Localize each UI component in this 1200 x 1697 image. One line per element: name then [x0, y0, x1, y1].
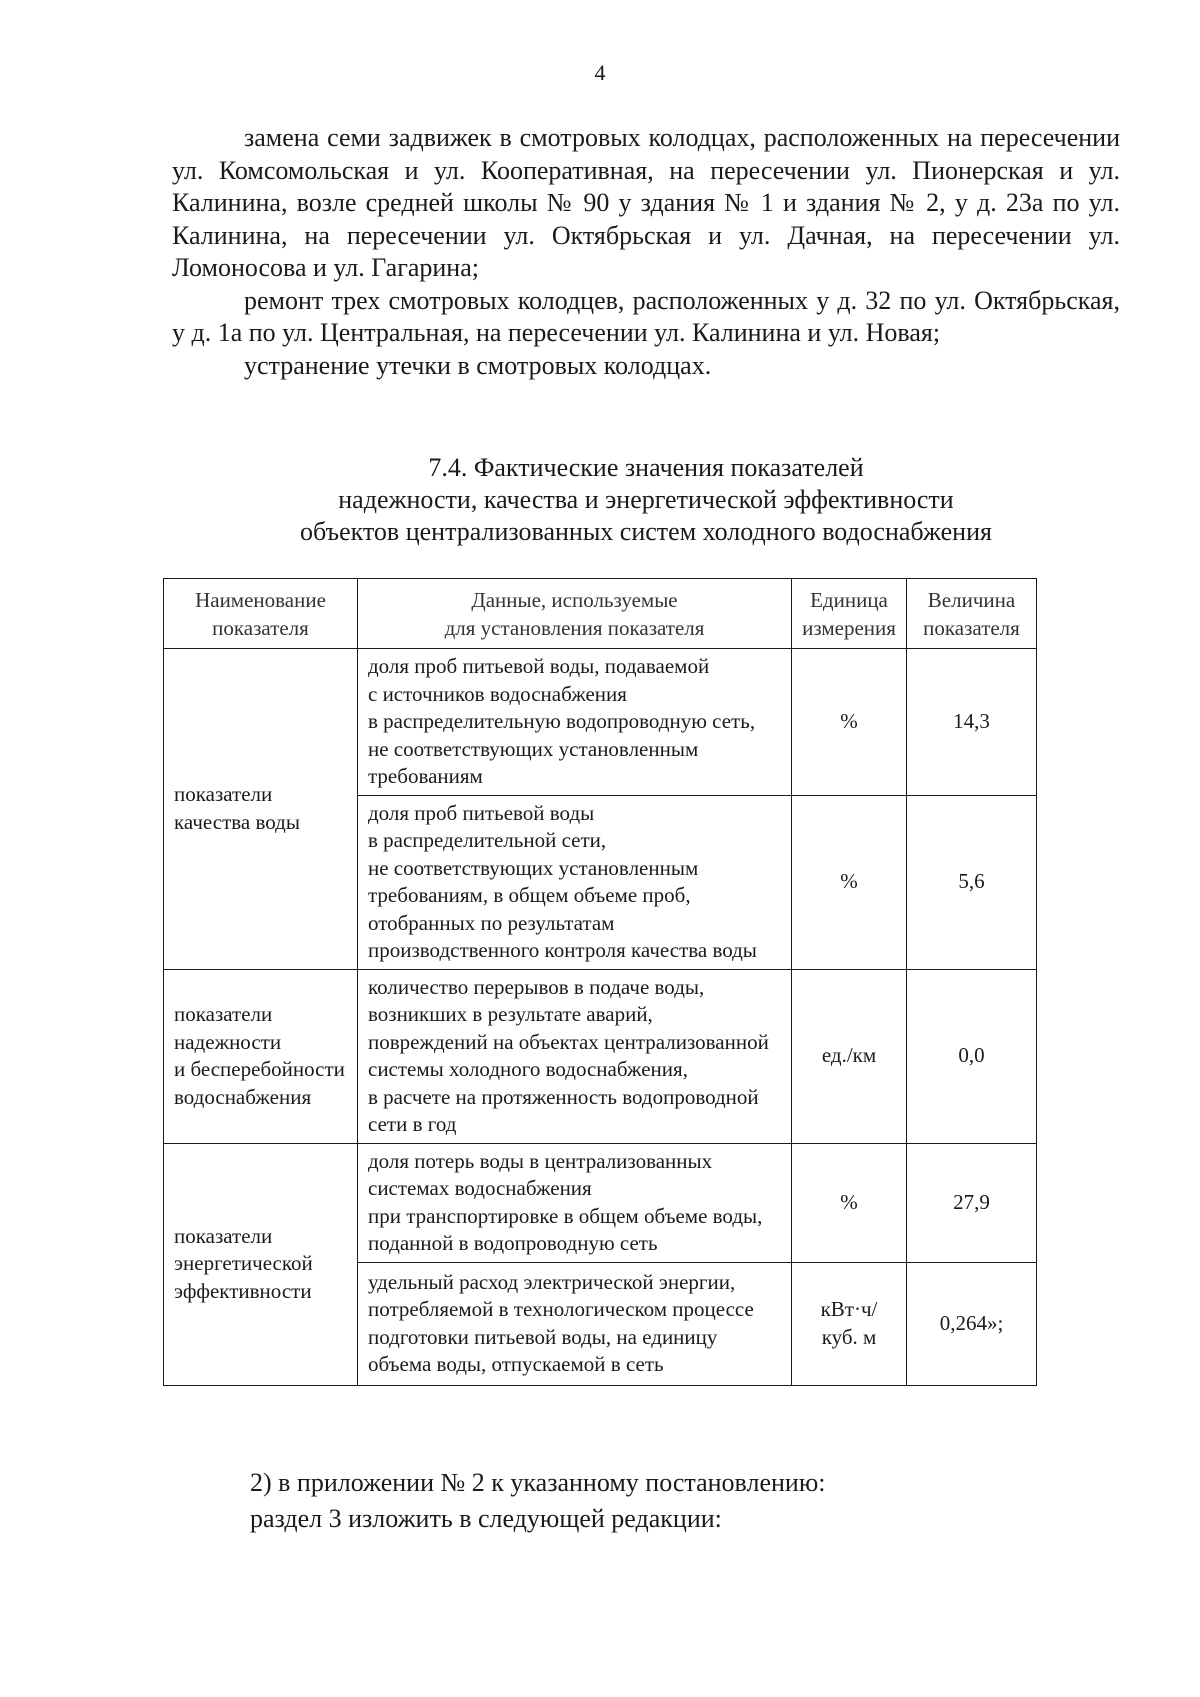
section-title-line: надежности, качества и энергетической эффективности: [338, 485, 954, 514]
section-title-line: объектов централизованных систем холодного водоснабжения: [300, 517, 992, 546]
paragraph-leak-fix: устранение утечки в смотровых колодцах.: [244, 350, 712, 380]
header-data: Данные, используемые для установления показателя: [358, 579, 792, 649]
header-unit: Единица измерения: [792, 579, 907, 649]
category-cell: показатели качества воды: [164, 649, 358, 970]
category-cell: показатели надежности и бесперебойности водоснабжения: [164, 969, 358, 1143]
header-name: Наименование показателя: [164, 579, 358, 649]
body-text: [172, 122, 1120, 382]
table-row: [164, 649, 1037, 796]
description-cell: доля проб питьевой воды в распределительной сети, не соответствующих установленным требованиям, в общем объеме проб, отобранных по результатам производственного контроля качества воды: [358, 795, 792, 969]
unit-cell: %: [792, 649, 907, 796]
table-header-row: [164, 579, 1037, 649]
value-cell: 14,3: [907, 649, 1037, 796]
paragraph-valve-replacement: замена семи задвижек в смотровых колодцах, расположенных на пересечении ул. Комсомольская и ул. Кооперативная, на пересечении ул. Пионерская и ул. Калинина, возле средней школы № 90 у здания № 1 и здания № 2, у д. 23а по ул. Калинина, на пересечении ул. Октябрьская и ул. Дачная, на пересечении ул. Ломоносова и ул. Гагарина;: [172, 123, 1120, 282]
value-cell: 0,0: [907, 969, 1037, 1143]
closing-line: 2) в приложении № 2 к указанному постановлению:: [250, 1468, 826, 1497]
description-cell: доля проб питьевой воды, подаваемой с источников водоснабжения в распределительную водопроводную сеть, не соответствующих установленным требованиям: [358, 649, 792, 796]
unit-cell: %: [792, 1143, 907, 1262]
description-cell: удельный расход электрической энергии, потребляемой в технологическом процессе подготовки питьевой воды, на единицу объема воды, отпускаемой в сеть: [358, 1262, 792, 1385]
closing-text: [250, 1465, 1120, 1537]
table-row: [164, 969, 1037, 1143]
table-row: [164, 1143, 1037, 1262]
unit-cell: ед./км: [792, 969, 907, 1143]
description-cell: количество перерывов в подаче воды, возникших в результате аварий, повреждений на объектах централизованной системы холодного водоснабжения, в расчете на протяженность водопроводной сети в год: [358, 969, 792, 1143]
indicators-table: [163, 578, 1037, 1386]
section-title-line: 7.4. Фактические значения показателей: [428, 453, 864, 482]
unit-cell: %: [792, 795, 907, 969]
value-cell: 27,9: [907, 1143, 1037, 1262]
category-cell: показатели энергетической эффективности: [164, 1143, 358, 1385]
value-cell: 5,6: [907, 795, 1037, 969]
value-cell: 0,264»;: [907, 1262, 1037, 1385]
description-cell: доля потерь воды в централизованных системах водоснабжения при транспортировке в общем объеме воды, поданной в водопроводную сеть: [358, 1143, 792, 1262]
unit-cell: кВт·ч/ куб. м: [792, 1262, 907, 1385]
closing-line: раздел 3 изложить в следующей редакции:: [250, 1504, 722, 1533]
header-value: Величина показателя: [907, 579, 1037, 649]
paragraph-well-repair: ремонт трех смотровых колодцев, расположенных у д. 32 по ул. Октябрьская, у д. 1а по ул. Центральная, на пересечении ул. Калинина и ул. Новая;: [172, 285, 1120, 347]
page-number: 4: [594, 60, 606, 85]
section-title: [172, 452, 1120, 548]
